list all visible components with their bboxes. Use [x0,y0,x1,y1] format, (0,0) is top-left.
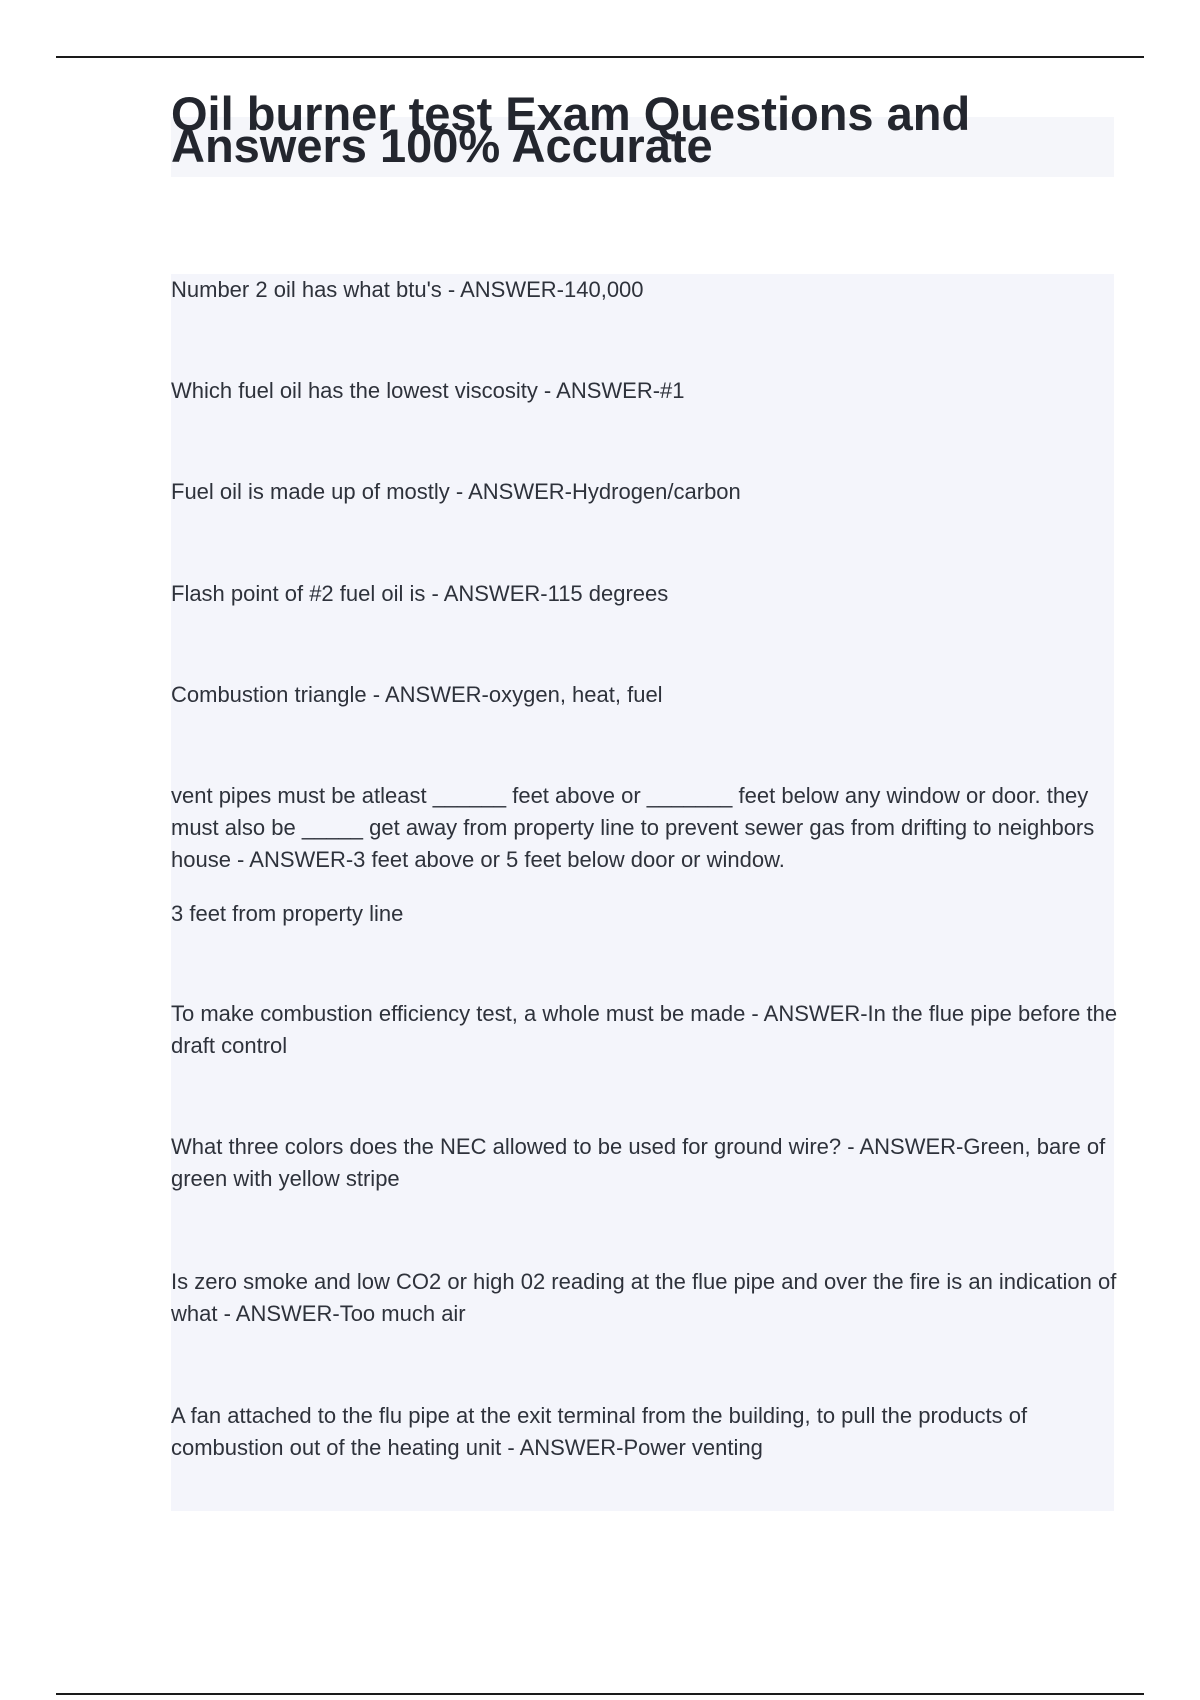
qa-item: Flash point of #2 fuel oil is - ANSWER-115 degrees [171,581,669,606]
qa-item: What three colors does the NEC allowed to be used for ground wire? - ANSWER-Green, bare of green with yellow stripe [171,1134,1106,1191]
top-divider [56,56,1144,58]
page-title: Oil burner test Exam Questions and Answers 100% Accurate [171,87,971,172]
qa-item: vent pipes must be atleast ______ feet above or _______ feet below any window or door. they must also be _____ get away from property line to prevent sewer gas from drifting to neighbors house - ANSWER-3 feet above or 5 feet below door or window. [171,783,1095,872]
qa-item: Fuel oil is made up of mostly - ANSWER-Hydrogen/carbon [171,479,741,504]
qa-item: Is zero smoke and low CO2 or high 02 reading at the flue pipe and over the fire is an indication of what - ANSWER-Too much air [171,1269,1117,1326]
qa-item: A fan attached to the flu pipe at the exit terminal from the building, to pull the products of combustion out of the heating unit - ANSWER-Power venting [171,1403,1028,1460]
qa-item: Number 2 oil has what btu's - ANSWER-140,000 [171,277,644,302]
qa-item: Which fuel oil has the lowest viscosity - ANSWER-#1 [171,378,685,403]
qa-item: Combustion triangle - ANSWER-oxygen, heat, fuel [171,682,663,707]
qa-item: To make combustion efficiency test, a whole must be made - ANSWER-In the flue pipe before the draft control [171,1001,1118,1058]
bottom-divider [56,1693,1144,1695]
qa-item: 3 feet from property line [171,901,404,926]
